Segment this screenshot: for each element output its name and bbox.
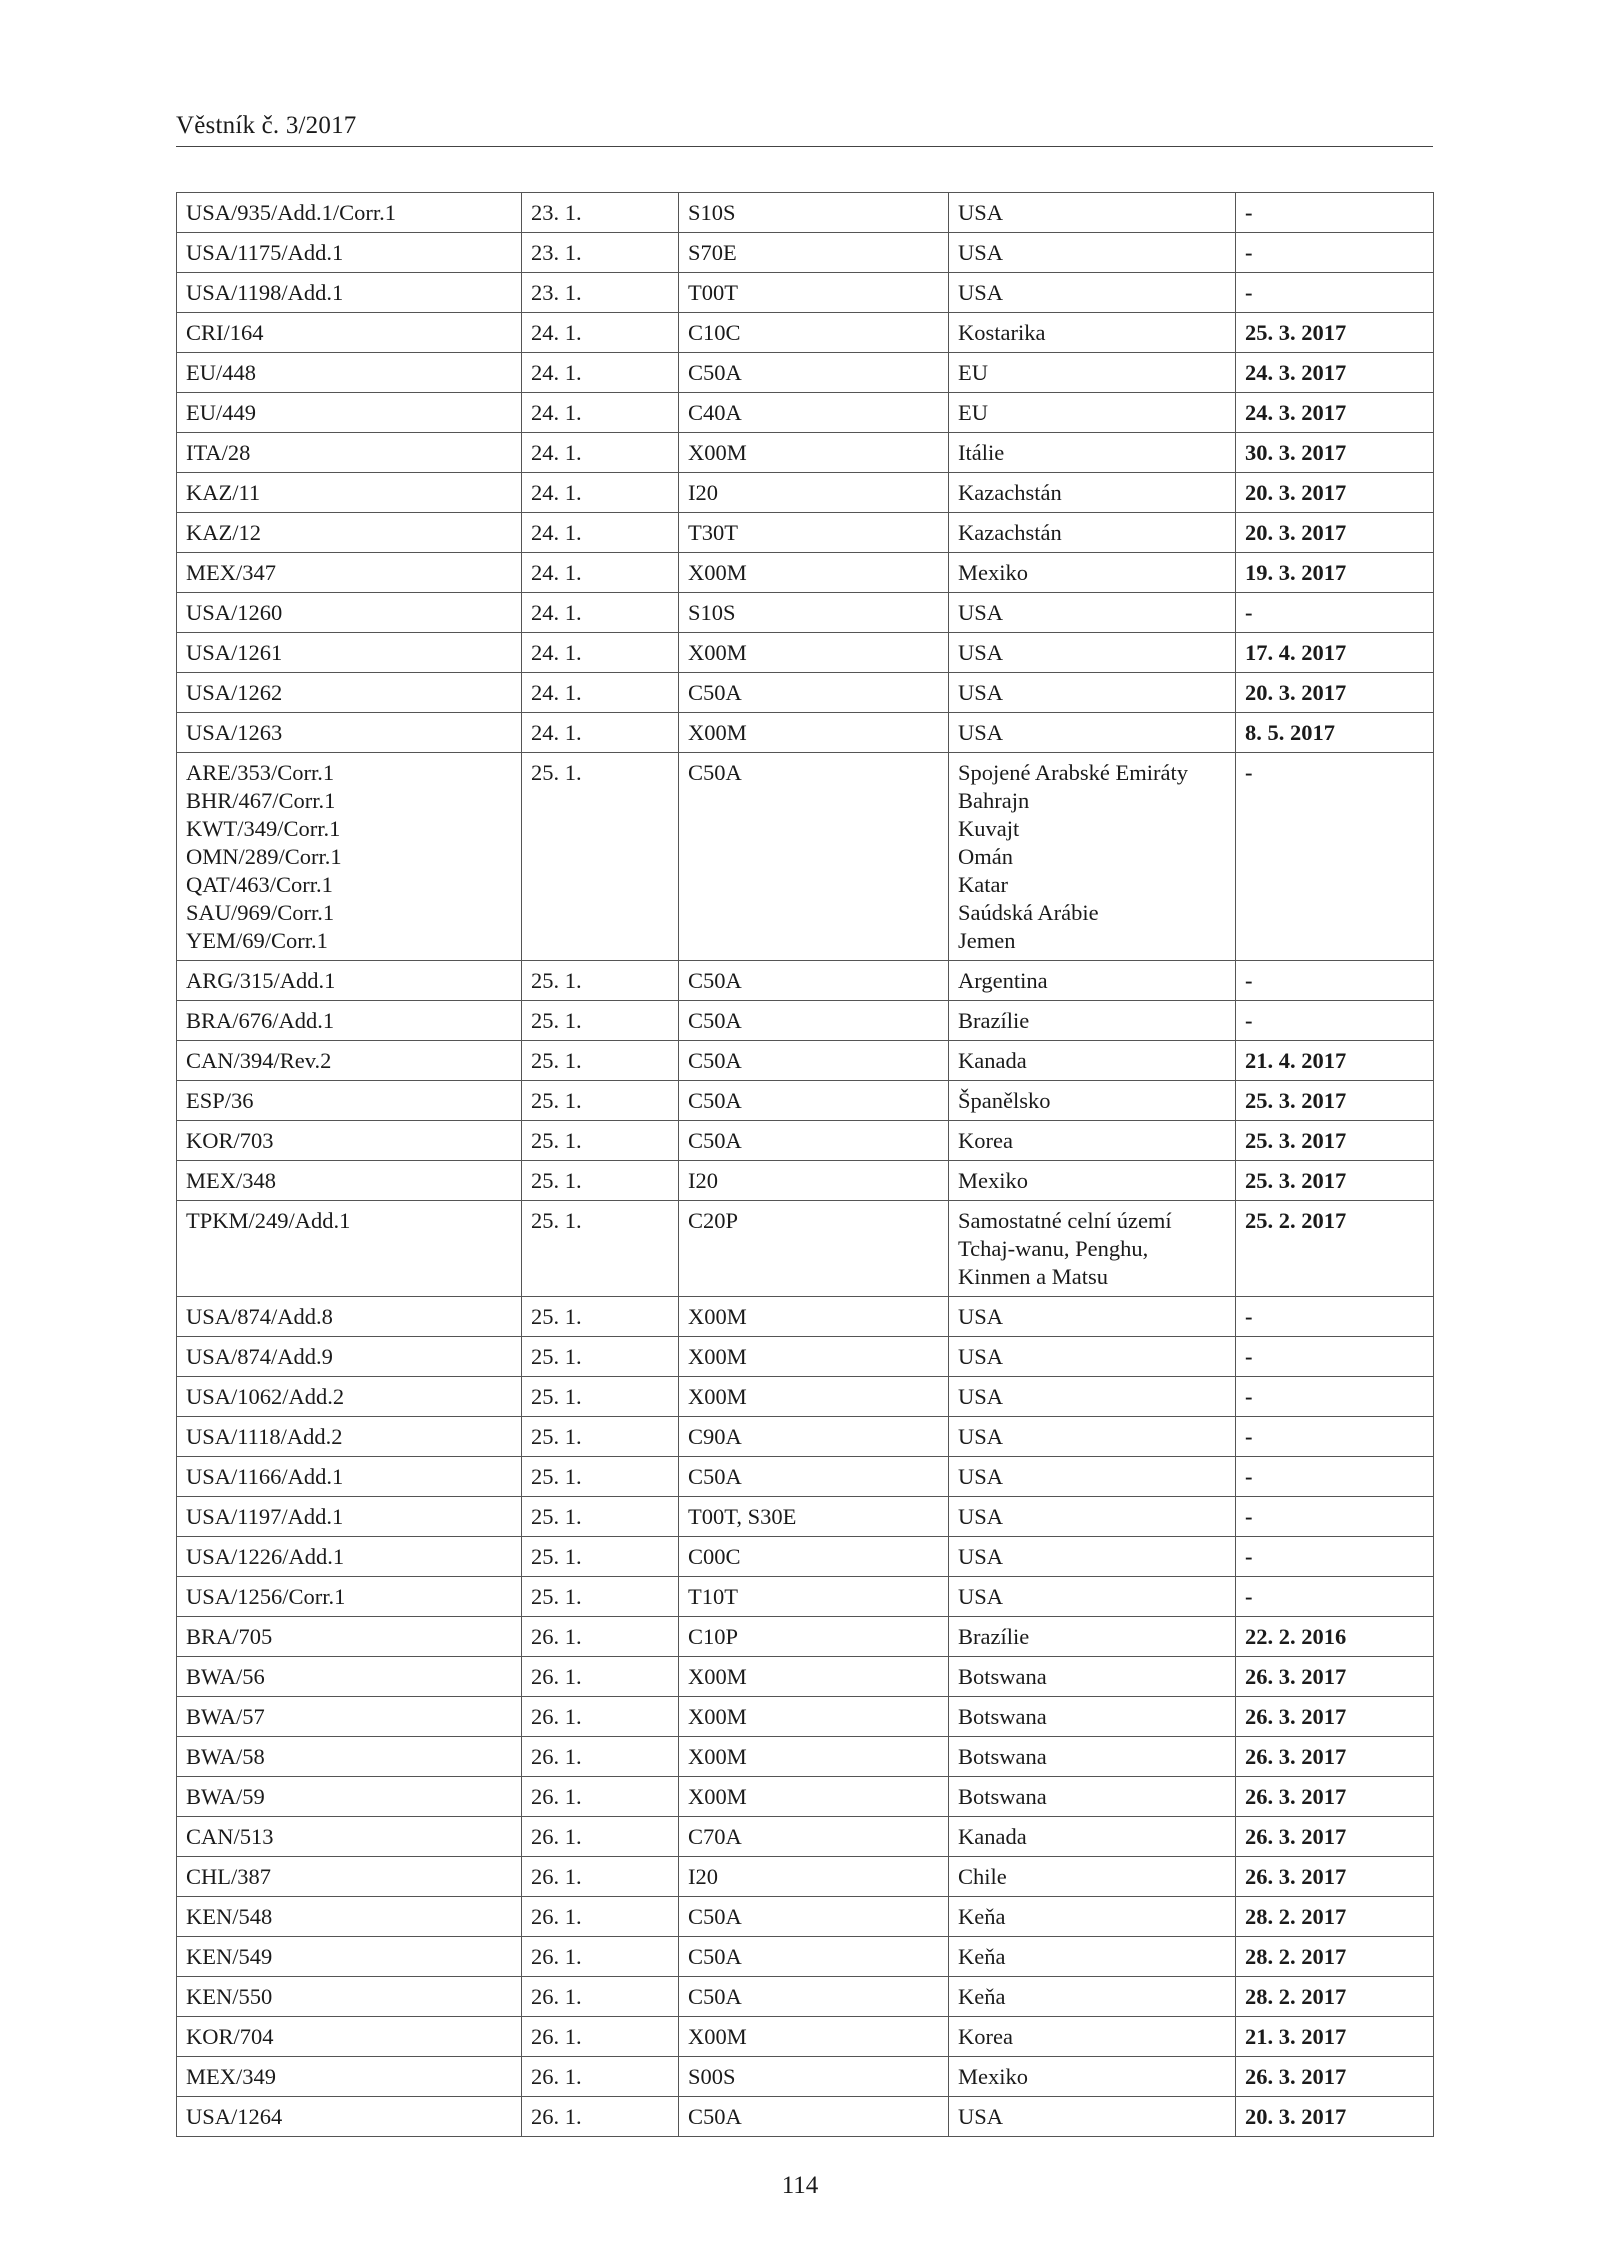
code-cell: X00M: [679, 2017, 949, 2057]
table-row: [177, 633, 1434, 673]
date-cell: 26. 1.: [522, 1657, 679, 1697]
code-cell: C20P: [679, 1201, 949, 1297]
country-cell: Kazachstán: [949, 473, 1236, 513]
country-cell: Kanada: [949, 1041, 1236, 1081]
deadline-cell: -: [1236, 593, 1434, 633]
document-cell: KAZ/12: [177, 513, 522, 553]
document-cell: USA/1226/Add.1: [177, 1537, 522, 1577]
document-cell: BWA/59: [177, 1777, 522, 1817]
date-cell: 24. 1.: [522, 633, 679, 673]
document-cell: KOR/704: [177, 2017, 522, 2057]
header-divider: [176, 146, 1433, 147]
date-cell: 26. 1.: [522, 2097, 679, 2137]
country-cell: Španělsko: [949, 1081, 1236, 1121]
table-row: [177, 233, 1434, 273]
deadline-cell: 25. 3. 2017: [1236, 1081, 1434, 1121]
deadline-cell: -: [1236, 1497, 1434, 1537]
page-header-title: Věstník č. 3/2017: [176, 112, 357, 139]
country-cell: Botswana: [949, 1657, 1236, 1697]
deadline-cell: 26. 3. 2017: [1236, 1737, 1434, 1777]
country-cell: USA: [949, 1537, 1236, 1577]
document-cell: USA/1261: [177, 633, 522, 673]
table-row: [177, 1417, 1434, 1457]
code-cell: T10T: [679, 1577, 949, 1617]
date-cell: 26. 1.: [522, 1617, 679, 1657]
date-cell: 26. 1.: [522, 1937, 679, 1977]
deadline-cell: 25. 3. 2017: [1236, 1161, 1434, 1201]
table-row: [177, 553, 1434, 593]
document-cell: CRI/164: [177, 313, 522, 353]
date-cell: 26. 1.: [522, 1977, 679, 2017]
deadline-cell: 28. 2. 2017: [1236, 1977, 1434, 2017]
document-cell: ITA/28: [177, 433, 522, 473]
code-cell: C50A: [679, 1001, 949, 1041]
document-cell: EU/448: [177, 353, 522, 393]
document-cell: KEN/548: [177, 1897, 522, 1937]
deadline-cell: 20. 3. 2017: [1236, 2097, 1434, 2137]
deadline-cell: -: [1236, 1457, 1434, 1497]
country-cell: Keňa: [949, 1977, 1236, 2017]
document-cell: CAN/513: [177, 1817, 522, 1857]
deadline-cell: 22. 2. 2016: [1236, 1617, 1434, 1657]
page-number: 114: [781, 2172, 819, 2199]
date-cell: 25. 1.: [522, 1041, 679, 1081]
table-row: [177, 513, 1434, 553]
deadline-cell: -: [1236, 753, 1434, 961]
code-cell: I20: [679, 1161, 949, 1201]
table-row: [177, 1081, 1434, 1121]
country-cell: Keňa: [949, 1937, 1236, 1977]
document-cell: BRA/676/Add.1: [177, 1001, 522, 1041]
date-cell: 24. 1.: [522, 473, 679, 513]
date-cell: 26. 1.: [522, 2017, 679, 2057]
country-cell: Argentina: [949, 961, 1236, 1001]
date-cell: 25. 1.: [522, 1577, 679, 1617]
country-cell: USA: [949, 1457, 1236, 1497]
table-body: [177, 193, 1434, 2137]
deadline-cell: 8. 5. 2017: [1236, 713, 1434, 753]
code-cell: S10S: [679, 193, 949, 233]
table-row: [177, 1457, 1434, 1497]
country-cell: USA: [949, 1577, 1236, 1617]
date-cell: 26. 1.: [522, 1737, 679, 1777]
table-row: [177, 473, 1434, 513]
code-cell: T30T: [679, 513, 949, 553]
code-cell: C10C: [679, 313, 949, 353]
deadline-cell: 28. 2. 2017: [1236, 1937, 1434, 1977]
table-row: [177, 673, 1434, 713]
deadline-cell: -: [1236, 1537, 1434, 1577]
deadline-cell: 20. 3. 2017: [1236, 473, 1434, 513]
deadline-cell: -: [1236, 961, 1434, 1001]
table-row: [177, 2017, 1434, 2057]
deadline-cell: -: [1236, 273, 1434, 313]
code-cell: C50A: [679, 1081, 949, 1121]
document-cell: USA/935/Add.1/Corr.1: [177, 193, 522, 233]
country-cell: Mexiko: [949, 553, 1236, 593]
table-row: [177, 961, 1434, 1001]
date-cell: 25. 1.: [522, 753, 679, 961]
deadline-cell: 20. 3. 2017: [1236, 673, 1434, 713]
code-cell: X00M: [679, 433, 949, 473]
table-row: [177, 753, 1434, 961]
date-cell: 24. 1.: [522, 393, 679, 433]
code-cell: T00T: [679, 273, 949, 313]
code-cell: C40A: [679, 393, 949, 433]
code-cell: C50A: [679, 1897, 949, 1937]
country-cell: Samostatné celní území Tchaj-wanu, Penghu, Kinmen a Matsu: [949, 1201, 1236, 1297]
country-cell: Kostarika: [949, 313, 1236, 353]
date-cell: 26. 1.: [522, 2057, 679, 2097]
country-cell: Korea: [949, 1121, 1236, 1161]
deadline-cell: -: [1236, 1337, 1434, 1377]
code-cell: C10P: [679, 1617, 949, 1657]
document-cell: USA/1263: [177, 713, 522, 753]
deadline-cell: 25. 3. 2017: [1236, 1121, 1434, 1161]
date-cell: 26. 1.: [522, 1777, 679, 1817]
table-row: [177, 393, 1434, 433]
country-cell: Mexiko: [949, 2057, 1236, 2097]
table-row: [177, 1041, 1434, 1081]
deadline-cell: 20. 3. 2017: [1236, 513, 1434, 553]
code-cell: C90A: [679, 1417, 949, 1457]
deadline-cell: -: [1236, 1577, 1434, 1617]
document-cell: USA/1262: [177, 673, 522, 713]
deadline-cell: 28. 2. 2017: [1236, 1897, 1434, 1937]
deadline-cell: 26. 3. 2017: [1236, 1657, 1434, 1697]
country-cell: USA: [949, 713, 1236, 753]
date-cell: 24. 1.: [522, 433, 679, 473]
date-cell: 26. 1.: [522, 1817, 679, 1857]
deadline-cell: -: [1236, 1001, 1434, 1041]
code-cell: C50A: [679, 961, 949, 1001]
table-row: [177, 1697, 1434, 1737]
document-cell: USA/1256/Corr.1: [177, 1577, 522, 1617]
table-row: [177, 1617, 1434, 1657]
country-cell: USA: [949, 1497, 1236, 1537]
document-cell: MEX/349: [177, 2057, 522, 2097]
table-row: [177, 1777, 1434, 1817]
deadline-cell: 24. 3. 2017: [1236, 353, 1434, 393]
notifications-table: [176, 192, 1434, 2137]
document-cell: KEN/550: [177, 1977, 522, 2017]
deadline-cell: 26. 3. 2017: [1236, 1777, 1434, 1817]
table-row: [177, 1657, 1434, 1697]
country-cell: USA: [949, 593, 1236, 633]
code-cell: T00T, S30E: [679, 1497, 949, 1537]
document-cell: BRA/705: [177, 1617, 522, 1657]
table-row: [177, 273, 1434, 313]
table-row: [177, 313, 1434, 353]
country-cell: Mexiko: [949, 1161, 1236, 1201]
deadline-cell: 26. 3. 2017: [1236, 1697, 1434, 1737]
code-cell: C50A: [679, 1977, 949, 2017]
country-cell: USA: [949, 273, 1236, 313]
country-cell: Botswana: [949, 1737, 1236, 1777]
date-cell: 24. 1.: [522, 593, 679, 633]
date-cell: 24. 1.: [522, 553, 679, 593]
date-cell: 26. 1.: [522, 1857, 679, 1897]
deadline-cell: 30. 3. 2017: [1236, 433, 1434, 473]
document-cell: KEN/549: [177, 1937, 522, 1977]
date-cell: 25. 1.: [522, 1121, 679, 1161]
date-cell: 25. 1.: [522, 1081, 679, 1121]
date-cell: 26. 1.: [522, 1697, 679, 1737]
date-cell: 25. 1.: [522, 1001, 679, 1041]
deadline-cell: 26. 3. 2017: [1236, 1817, 1434, 1857]
date-cell: 24. 1.: [522, 713, 679, 753]
deadline-cell: -: [1236, 233, 1434, 273]
country-cell: USA: [949, 1297, 1236, 1337]
deadline-cell: 21. 4. 2017: [1236, 1041, 1434, 1081]
table-row: [177, 353, 1434, 393]
table-row: [177, 1161, 1434, 1201]
document-cell: USA/1062/Add.2: [177, 1377, 522, 1417]
country-cell: USA: [949, 193, 1236, 233]
deadline-cell: 17. 4. 2017: [1236, 633, 1434, 673]
document-cell: USA/1264: [177, 2097, 522, 2137]
code-cell: C50A: [679, 2097, 949, 2137]
table-row: [177, 1377, 1434, 1417]
code-cell: X00M: [679, 1297, 949, 1337]
code-cell: I20: [679, 473, 949, 513]
country-cell: USA: [949, 1377, 1236, 1417]
document-cell: ESP/36: [177, 1081, 522, 1121]
date-cell: 24. 1.: [522, 353, 679, 393]
deadline-cell: -: [1236, 193, 1434, 233]
country-cell: Botswana: [949, 1697, 1236, 1737]
document-cell: USA/1260: [177, 593, 522, 633]
table-row: [177, 1817, 1434, 1857]
code-cell: X00M: [679, 713, 949, 753]
document-cell: CHL/387: [177, 1857, 522, 1897]
table-row: [177, 2057, 1434, 2097]
table-row: [177, 1337, 1434, 1377]
country-cell: USA: [949, 2097, 1236, 2137]
document-cell: CAN/394/Rev.2: [177, 1041, 522, 1081]
code-cell: C50A: [679, 1041, 949, 1081]
document-cell: ARE/353/Corr.1 BHR/467/Corr.1 KWT/349/Corr.1 OMN/289/Corr.1 QAT/463/Corr.1 SAU/969/Corr.1 YEM/69/Corr.1: [177, 753, 522, 961]
date-cell: 24. 1.: [522, 673, 679, 713]
table-row: [177, 1201, 1434, 1297]
document-cell: KOR/703: [177, 1121, 522, 1161]
table-row: [177, 1857, 1434, 1897]
table-row: [177, 1497, 1434, 1537]
table-row: [177, 1737, 1434, 1777]
document-cell: USA/874/Add.8: [177, 1297, 522, 1337]
deadline-cell: 25. 2. 2017: [1236, 1201, 1434, 1297]
code-cell: X00M: [679, 1737, 949, 1777]
date-cell: 25. 1.: [522, 1161, 679, 1201]
code-cell: C50A: [679, 1457, 949, 1497]
code-cell: X00M: [679, 553, 949, 593]
date-cell: 25. 1.: [522, 1201, 679, 1297]
code-cell: C70A: [679, 1817, 949, 1857]
country-cell: Brazílie: [949, 1001, 1236, 1041]
date-cell: 24. 1.: [522, 313, 679, 353]
table-row: [177, 1577, 1434, 1617]
country-cell: Keňa: [949, 1897, 1236, 1937]
country-cell: Chile: [949, 1857, 1236, 1897]
country-cell: EU: [949, 393, 1236, 433]
code-cell: X00M: [679, 633, 949, 673]
document-cell: BWA/57: [177, 1697, 522, 1737]
deadline-cell: 26. 3. 2017: [1236, 1857, 1434, 1897]
date-cell: 24. 1.: [522, 513, 679, 553]
country-cell: Spojené Arabské Emiráty Bahrajn Kuvajt Omán Katar Saúdská Arábie Jemen: [949, 753, 1236, 961]
country-cell: EU: [949, 353, 1236, 393]
code-cell: S10S: [679, 593, 949, 633]
document-cell: USA/1118/Add.2: [177, 1417, 522, 1457]
document-cell: USA/1198/Add.1: [177, 273, 522, 313]
date-cell: 23. 1.: [522, 233, 679, 273]
table-row: [177, 1297, 1434, 1337]
country-cell: USA: [949, 633, 1236, 673]
code-cell: C50A: [679, 353, 949, 393]
code-cell: C50A: [679, 673, 949, 713]
notifications-table-container: [176, 192, 1433, 2137]
code-cell: C00C: [679, 1537, 949, 1577]
code-cell: X00M: [679, 1337, 949, 1377]
table-row: [177, 193, 1434, 233]
deadline-cell: 21. 3. 2017: [1236, 2017, 1434, 2057]
code-cell: S70E: [679, 233, 949, 273]
date-cell: 25. 1.: [522, 1457, 679, 1497]
document-cell: USA/874/Add.9: [177, 1337, 522, 1377]
deadline-cell: -: [1236, 1417, 1434, 1457]
deadline-cell: 24. 3. 2017: [1236, 393, 1434, 433]
document-cell: USA/1166/Add.1: [177, 1457, 522, 1497]
country-cell: Korea: [949, 2017, 1236, 2057]
country-cell: USA: [949, 1337, 1236, 1377]
document-cell: EU/449: [177, 393, 522, 433]
code-cell: C50A: [679, 753, 949, 961]
document-cell: ARG/315/Add.1: [177, 961, 522, 1001]
code-cell: X00M: [679, 1697, 949, 1737]
date-cell: 25. 1.: [522, 1377, 679, 1417]
code-cell: X00M: [679, 1777, 949, 1817]
deadline-cell: -: [1236, 1377, 1434, 1417]
document-cell: BWA/56: [177, 1657, 522, 1697]
deadline-cell: 19. 3. 2017: [1236, 553, 1434, 593]
deadline-cell: 25. 3. 2017: [1236, 313, 1434, 353]
date-cell: 25. 1.: [522, 1417, 679, 1457]
date-cell: 23. 1.: [522, 193, 679, 233]
code-cell: C50A: [679, 1121, 949, 1161]
table-row: [177, 593, 1434, 633]
document-cell: USA/1175/Add.1: [177, 233, 522, 273]
table-row: [177, 1001, 1434, 1041]
country-cell: Kazachstán: [949, 513, 1236, 553]
code-cell: X00M: [679, 1657, 949, 1697]
table-row: [177, 1537, 1434, 1577]
table-row: [177, 433, 1434, 473]
document-cell: TPKM/249/Add.1: [177, 1201, 522, 1297]
country-cell: USA: [949, 673, 1236, 713]
country-cell: Kanada: [949, 1817, 1236, 1857]
table-row: [177, 2097, 1434, 2137]
document-cell: USA/1197/Add.1: [177, 1497, 522, 1537]
country-cell: Brazílie: [949, 1617, 1236, 1657]
country-cell: USA: [949, 233, 1236, 273]
date-cell: 25. 1.: [522, 961, 679, 1001]
code-cell: X00M: [679, 1377, 949, 1417]
date-cell: 25. 1.: [522, 1537, 679, 1577]
table-row: [177, 713, 1434, 753]
country-cell: Itálie: [949, 433, 1236, 473]
deadline-cell: 26. 3. 2017: [1236, 2057, 1434, 2097]
table-row: [177, 1897, 1434, 1937]
code-cell: C50A: [679, 1937, 949, 1977]
date-cell: 23. 1.: [522, 273, 679, 313]
code-cell: I20: [679, 1857, 949, 1897]
date-cell: 25. 1.: [522, 1297, 679, 1337]
country-cell: Botswana: [949, 1777, 1236, 1817]
document-cell: BWA/58: [177, 1737, 522, 1777]
date-cell: 25. 1.: [522, 1497, 679, 1537]
deadline-cell: -: [1236, 1297, 1434, 1337]
code-cell: S00S: [679, 2057, 949, 2097]
country-cell: USA: [949, 1417, 1236, 1457]
date-cell: 26. 1.: [522, 1897, 679, 1937]
table-row: [177, 1937, 1434, 1977]
document-cell: MEX/348: [177, 1161, 522, 1201]
document-cell: KAZ/11: [177, 473, 522, 513]
document-cell: MEX/347: [177, 553, 522, 593]
table-row: [177, 1977, 1434, 2017]
table-row: [177, 1121, 1434, 1161]
date-cell: 25. 1.: [522, 1337, 679, 1377]
